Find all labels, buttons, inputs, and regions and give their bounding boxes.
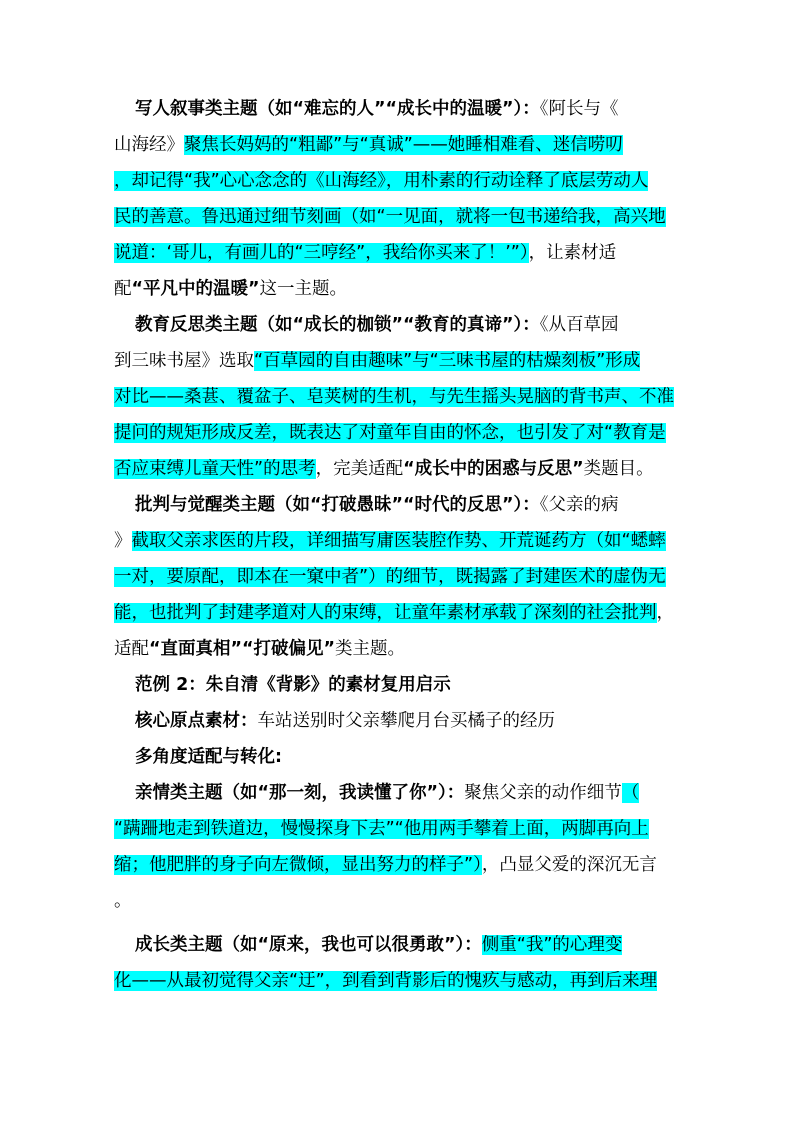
text-line [114,419,784,447]
body-text: 到三味书屋》选取 [114,351,254,371]
highlighted-text: 截取父亲求医的片段，详细描写庸医装腔作势、开荒诞药方（如“蟋蟀 [131,531,666,551]
body-text: 聚焦父亲的动作细节 [464,783,622,803]
text-line [135,707,784,735]
highlighted-text: 提问的规矩形成反差，既表达了对童年自由的怀念，也引发了对“教育是 [114,423,666,443]
text-line [135,95,784,123]
text-line [114,563,784,591]
bold-text: “直面真相”“打破偏见” [149,639,336,659]
highlighted-text: “蹒跚地走到铁道边，慢慢探身下去”“他用两手攀着上面，两脚再向上 [114,819,649,839]
body-text: 车站送别时父亲攀爬月台买橘子的经历 [257,711,555,731]
body-text: ， [656,603,674,623]
highlighted-text: 民的善意。鲁迅通过细节刻画（如“一见面，就将一包书递给我，高兴地 [114,207,666,227]
body-text: 适配 [114,639,149,659]
text-line [135,931,784,959]
text-line [114,815,784,843]
body-text: 。 [114,891,132,911]
body-text: 类主题。 [335,639,406,659]
bold-text: “平凡中的温暖” [131,279,260,299]
text-line [114,239,784,267]
body-text: ，完美适配 [315,459,404,479]
highlighted-text: 能，也批判了封建孝道对人的束缚，让童年素材承载了深刻的社会批判 [114,603,657,623]
text-line [135,491,784,519]
highlighted-text: 对比——桑葚、覆盆子、皂荚树的生机，与先生摇头晃脑的背书声、不准 [114,387,674,407]
text-line [135,671,784,699]
body-text: ，凸显父爱的深沉无言 [481,855,657,875]
text-line [135,779,784,807]
highlighted-text: ，却记得“我”心心念念的《山海经》，用朴素的行动诠释了底层劳动人 [114,171,649,191]
body-text: 这一主题。 [259,279,348,299]
highlighted-text: 缩；他肥胖的身子向左微倾，显出努力的样子”） [114,855,482,875]
text-line [135,743,784,771]
highlighted-text: 说道：‘哥儿，有画儿的“三哼经”，我给你买来了！’”） [114,243,529,263]
highlighted-text: 否应束缚儿童天性”的思考 [114,459,316,479]
bold-text: “成长中的困惑与反思” [403,459,584,479]
body-text: 《从百草园 [539,315,619,335]
bold-text: 核心原点素材： [135,711,258,731]
text-line [114,455,784,483]
text-line [114,967,784,995]
text-line [114,275,784,303]
body-text: 配 [114,279,132,299]
body-text: 《父亲的病 [539,495,619,515]
bold-text: 教育反思类主题（如“成长的枷锁”“教育的真谛”）： [135,315,540,335]
text-line [114,599,784,627]
bold-text: 亲情类主题（如“那一刻，我读懂了你”）： [135,783,465,803]
bold-text: 范例 2：朱自清《背影》的素材复用启示 [135,675,451,695]
highlighted-text: 侧重“我”的心理变 [481,935,623,955]
bold-text: 多角度适配与转化: [135,747,282,767]
text-line [114,167,784,195]
highlighted-text: “百草园的自由趣味”与“三味书屋的枯燥刻板”形成 [254,351,641,371]
highlighted-text: 一对，要原配，即本在一窠中者”）的细节，既揭露了封建医术的虚伪无 [114,567,666,587]
text-line [114,527,784,555]
text-line [114,635,784,663]
text-line [114,347,784,375]
text-line [114,383,784,411]
body-text: ，让素材适 [528,243,617,263]
bold-text: 成长类主题（如“原来，我也可以很勇敢”）： [135,935,482,955]
highlighted-text: 化——从最初觉得父亲“迂”，到看到背影后的愧疚与感动，再到后来理 [114,971,658,991]
highlighted-text: 聚焦长妈妈的“粗鄙”与“真诚”——她睡相难看、迷信唠叨 [184,135,623,155]
body-text: 山海经》 [114,135,184,155]
highlighted-text: （ [621,783,640,803]
body-text: 》 [114,531,132,551]
text-line [114,203,784,231]
bold-text: 写人叙事类主题（如“难忘的人”“成长中的温暖”）： [135,99,540,119]
text-line [114,887,784,915]
text-line [114,131,784,159]
body-text: 类题目。 [583,459,654,479]
bold-text: 批判与觉醒类主题（如“打破愚昧”“时代的反思”）： [135,495,540,515]
text-line [114,851,784,879]
text-line [135,311,784,339]
body-text: 《阿长与《 [539,99,619,119]
